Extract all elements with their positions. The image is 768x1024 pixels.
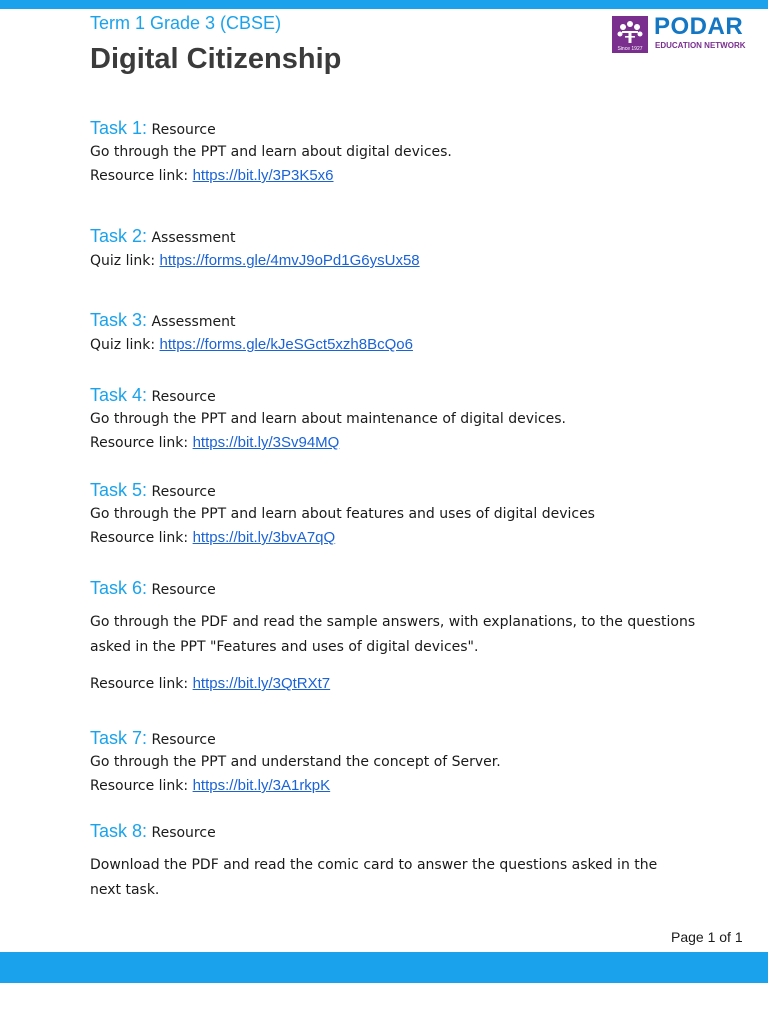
task-8 <box>90 820 700 903</box>
task-heading <box>90 309 700 333</box>
task-number: Task 1: <box>90 118 148 138</box>
task-number: Task 7: <box>90 728 148 748</box>
top-accent-bar <box>0 0 768 9</box>
task-type: Resource <box>151 122 216 138</box>
task-number: Task 5: <box>90 480 148 500</box>
task-number: Task 4: <box>90 385 148 405</box>
link-label: Resource link: <box>90 435 189 451</box>
link-label: Resource link: <box>90 530 189 546</box>
task-5 <box>90 479 700 550</box>
link-label: Quiz link: <box>90 337 156 353</box>
task-heading <box>90 727 700 751</box>
logo-wordmark: PODAR <box>654 13 744 40</box>
task-type: Resource <box>151 582 216 598</box>
task-description: Download the PDF and read the comic card to answer the questions asked in the next task. <box>90 857 658 898</box>
task-description: Go through the PPT and understand the concept of Server. <box>90 754 501 770</box>
task-heading <box>90 384 700 408</box>
resource-link-row <box>90 431 700 455</box>
task-heading <box>90 117 700 141</box>
task-number: Task 3: <box>90 310 148 330</box>
resource-link-row <box>90 672 700 696</box>
resource-link[interactable]: https://bit.ly/3A1rkpK <box>192 777 331 794</box>
link-label: Resource link: <box>90 676 189 692</box>
task-type: Assessment <box>151 230 236 246</box>
resource-link[interactable]: https://bit.ly/3bvA7qQ <box>192 529 336 546</box>
link-label: Resource link: <box>90 778 189 794</box>
document-subtitle: Term 1 Grade 3 (CBSE) <box>90 13 282 33</box>
resource-link-row <box>90 164 700 188</box>
logo-since-text: Since 1927 <box>617 46 643 52</box>
tree-icon <box>616 19 644 45</box>
task-2 <box>90 225 700 273</box>
logo-tagline: EDUCATION NETWORK <box>655 41 746 50</box>
task-6 <box>90 577 700 696</box>
document-title: Digital Citizenship <box>90 43 342 75</box>
task-type: Assessment <box>151 314 236 330</box>
quiz-link[interactable]: https://forms.gle/4mvJ9oPd1G6ysUx58 <box>159 252 420 269</box>
task-4 <box>90 384 700 455</box>
task-heading <box>90 820 700 844</box>
task-3 <box>90 309 700 357</box>
task-type: Resource <box>151 484 216 500</box>
logo-emblem <box>612 16 648 53</box>
task-1 <box>90 117 700 188</box>
quiz-link-row <box>90 333 700 357</box>
task-description: Go through the PPT and learn about maintenance of digital devices. <box>90 411 566 427</box>
link-label: Resource link: <box>90 168 189 184</box>
bottom-accent-bar <box>0 952 768 983</box>
task-number: Task 2: <box>90 226 148 246</box>
resource-link[interactable]: https://bit.ly/3Sv94MQ <box>192 434 340 451</box>
task-number: Task 6: <box>90 578 148 598</box>
task-heading <box>90 225 700 249</box>
task-heading <box>90 577 700 601</box>
task-number: Task 8: <box>90 821 148 841</box>
page-number: Page 1 of 1 <box>671 929 743 945</box>
task-type: Resource <box>151 825 216 841</box>
link-label: Quiz link: <box>90 253 156 269</box>
resource-link-row <box>90 526 700 550</box>
task-description: Go through the PPT and learn about digital devices. <box>90 144 452 160</box>
podar-logo <box>612 13 760 54</box>
quiz-link-row <box>90 249 700 273</box>
task-7 <box>90 727 700 798</box>
task-heading <box>90 479 700 503</box>
resource-link[interactable]: https://bit.ly/3P3K5x6 <box>192 167 334 184</box>
resource-link[interactable]: https://bit.ly/3QtRXt7 <box>192 675 331 692</box>
task-description: Go through the PDF and read the sample answers, with explanations, to the questions asked in the PPT "Features and uses of digital devices". <box>90 614 696 655</box>
task-type: Resource <box>151 389 216 405</box>
task-type: Resource <box>151 732 216 748</box>
resource-link-row <box>90 774 700 798</box>
quiz-link[interactable]: https://forms.gle/kJeSGct5xzh8BcQo6 <box>159 336 413 353</box>
task-description: Go through the PPT and learn about features and uses of digital devices <box>90 506 595 522</box>
